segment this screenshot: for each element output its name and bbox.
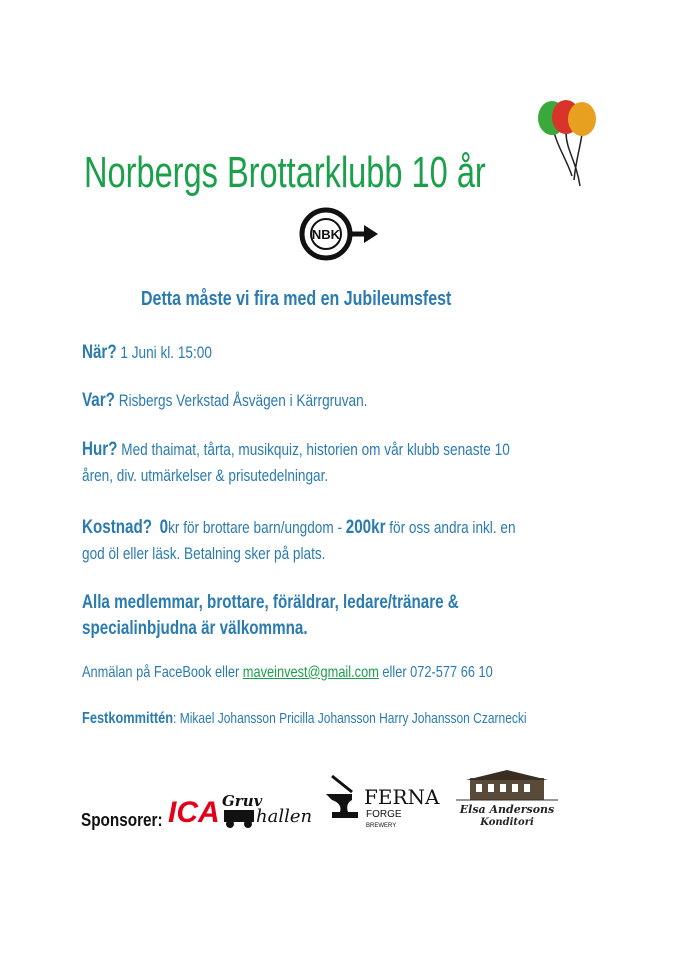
nbk-logo xyxy=(298,204,380,264)
logo-text: NBK xyxy=(311,227,341,242)
signup-prefix: Anmälan på FaceBook eller xyxy=(82,664,243,681)
where-label: Var? xyxy=(82,390,115,411)
cost-text2: för oss andra inkl. en xyxy=(385,518,516,537)
cost-label: Kostnad? xyxy=(82,517,153,538)
signup-suffix: eller 072-577 66 10 xyxy=(378,664,493,681)
where-line xyxy=(82,388,367,414)
page-title: Norbergs Brottarklubb 10 år xyxy=(84,148,486,197)
how-text-line1: Med thaimat, tårta, musikquiz, historien om vår klubb senaste 10 xyxy=(117,440,510,459)
ica-brand: ICA xyxy=(168,796,220,829)
welcome-paragraph xyxy=(82,590,459,642)
balloons-icon xyxy=(536,98,600,194)
how-label: Hur? xyxy=(82,439,118,460)
ica-name-part1: Gruv xyxy=(222,792,263,810)
welcome-line1: Alla medlemmar, brottare, föräldrar, ledare/tränare & xyxy=(82,592,459,613)
welcome-line2: specialinbjudna är välkommna. xyxy=(82,618,308,639)
ferna-line2: FORGE xyxy=(366,809,402,820)
how-paragraph xyxy=(82,437,510,489)
price-adults: 200kr xyxy=(345,517,386,538)
how-text-line2: åren, div. utmärkelser & prisutedelningar. xyxy=(82,466,329,485)
cost-text1: kr för brottare barn/ungdom - xyxy=(168,518,346,537)
when-text: 1 Juni kl. 15:00 xyxy=(116,343,212,362)
ica-gruvhallen-logo xyxy=(168,790,312,832)
ica-name-part2: hallen xyxy=(256,806,312,827)
elsa-line1: Elsa Andersons xyxy=(459,803,555,816)
where-text: Risbergs Verkstad Åsvägen i Kärrgruvan. xyxy=(114,391,368,410)
cost-text-line2: god öl eller läsk. Betalning sker på plats. xyxy=(82,544,326,563)
sponsors-label: Sponsorer: xyxy=(81,810,163,830)
signup-line xyxy=(82,660,493,686)
ferna-name: FERNA xyxy=(364,785,440,809)
cost-paragraph xyxy=(82,515,516,567)
ferna-forge-logo xyxy=(322,772,446,830)
subtitle: Detta måste vi fira med en Jubileumsfest xyxy=(141,288,452,310)
elsa-andersons-logo xyxy=(452,768,562,828)
elsa-line2: Konditori xyxy=(480,817,534,828)
committee-members: : Mikael Johansson Pricilla Johansson Harry Johansson Czarnecki xyxy=(173,710,527,727)
email-link[interactable]: maveinvest@gmail.com xyxy=(242,664,379,681)
when-line xyxy=(82,340,212,366)
committee-label: Festkommittén xyxy=(82,710,174,727)
when-label: När? xyxy=(82,342,117,363)
price-kids: 0 xyxy=(159,517,169,538)
ferna-line3: BREWERY xyxy=(366,823,397,829)
committee-line xyxy=(82,706,527,732)
